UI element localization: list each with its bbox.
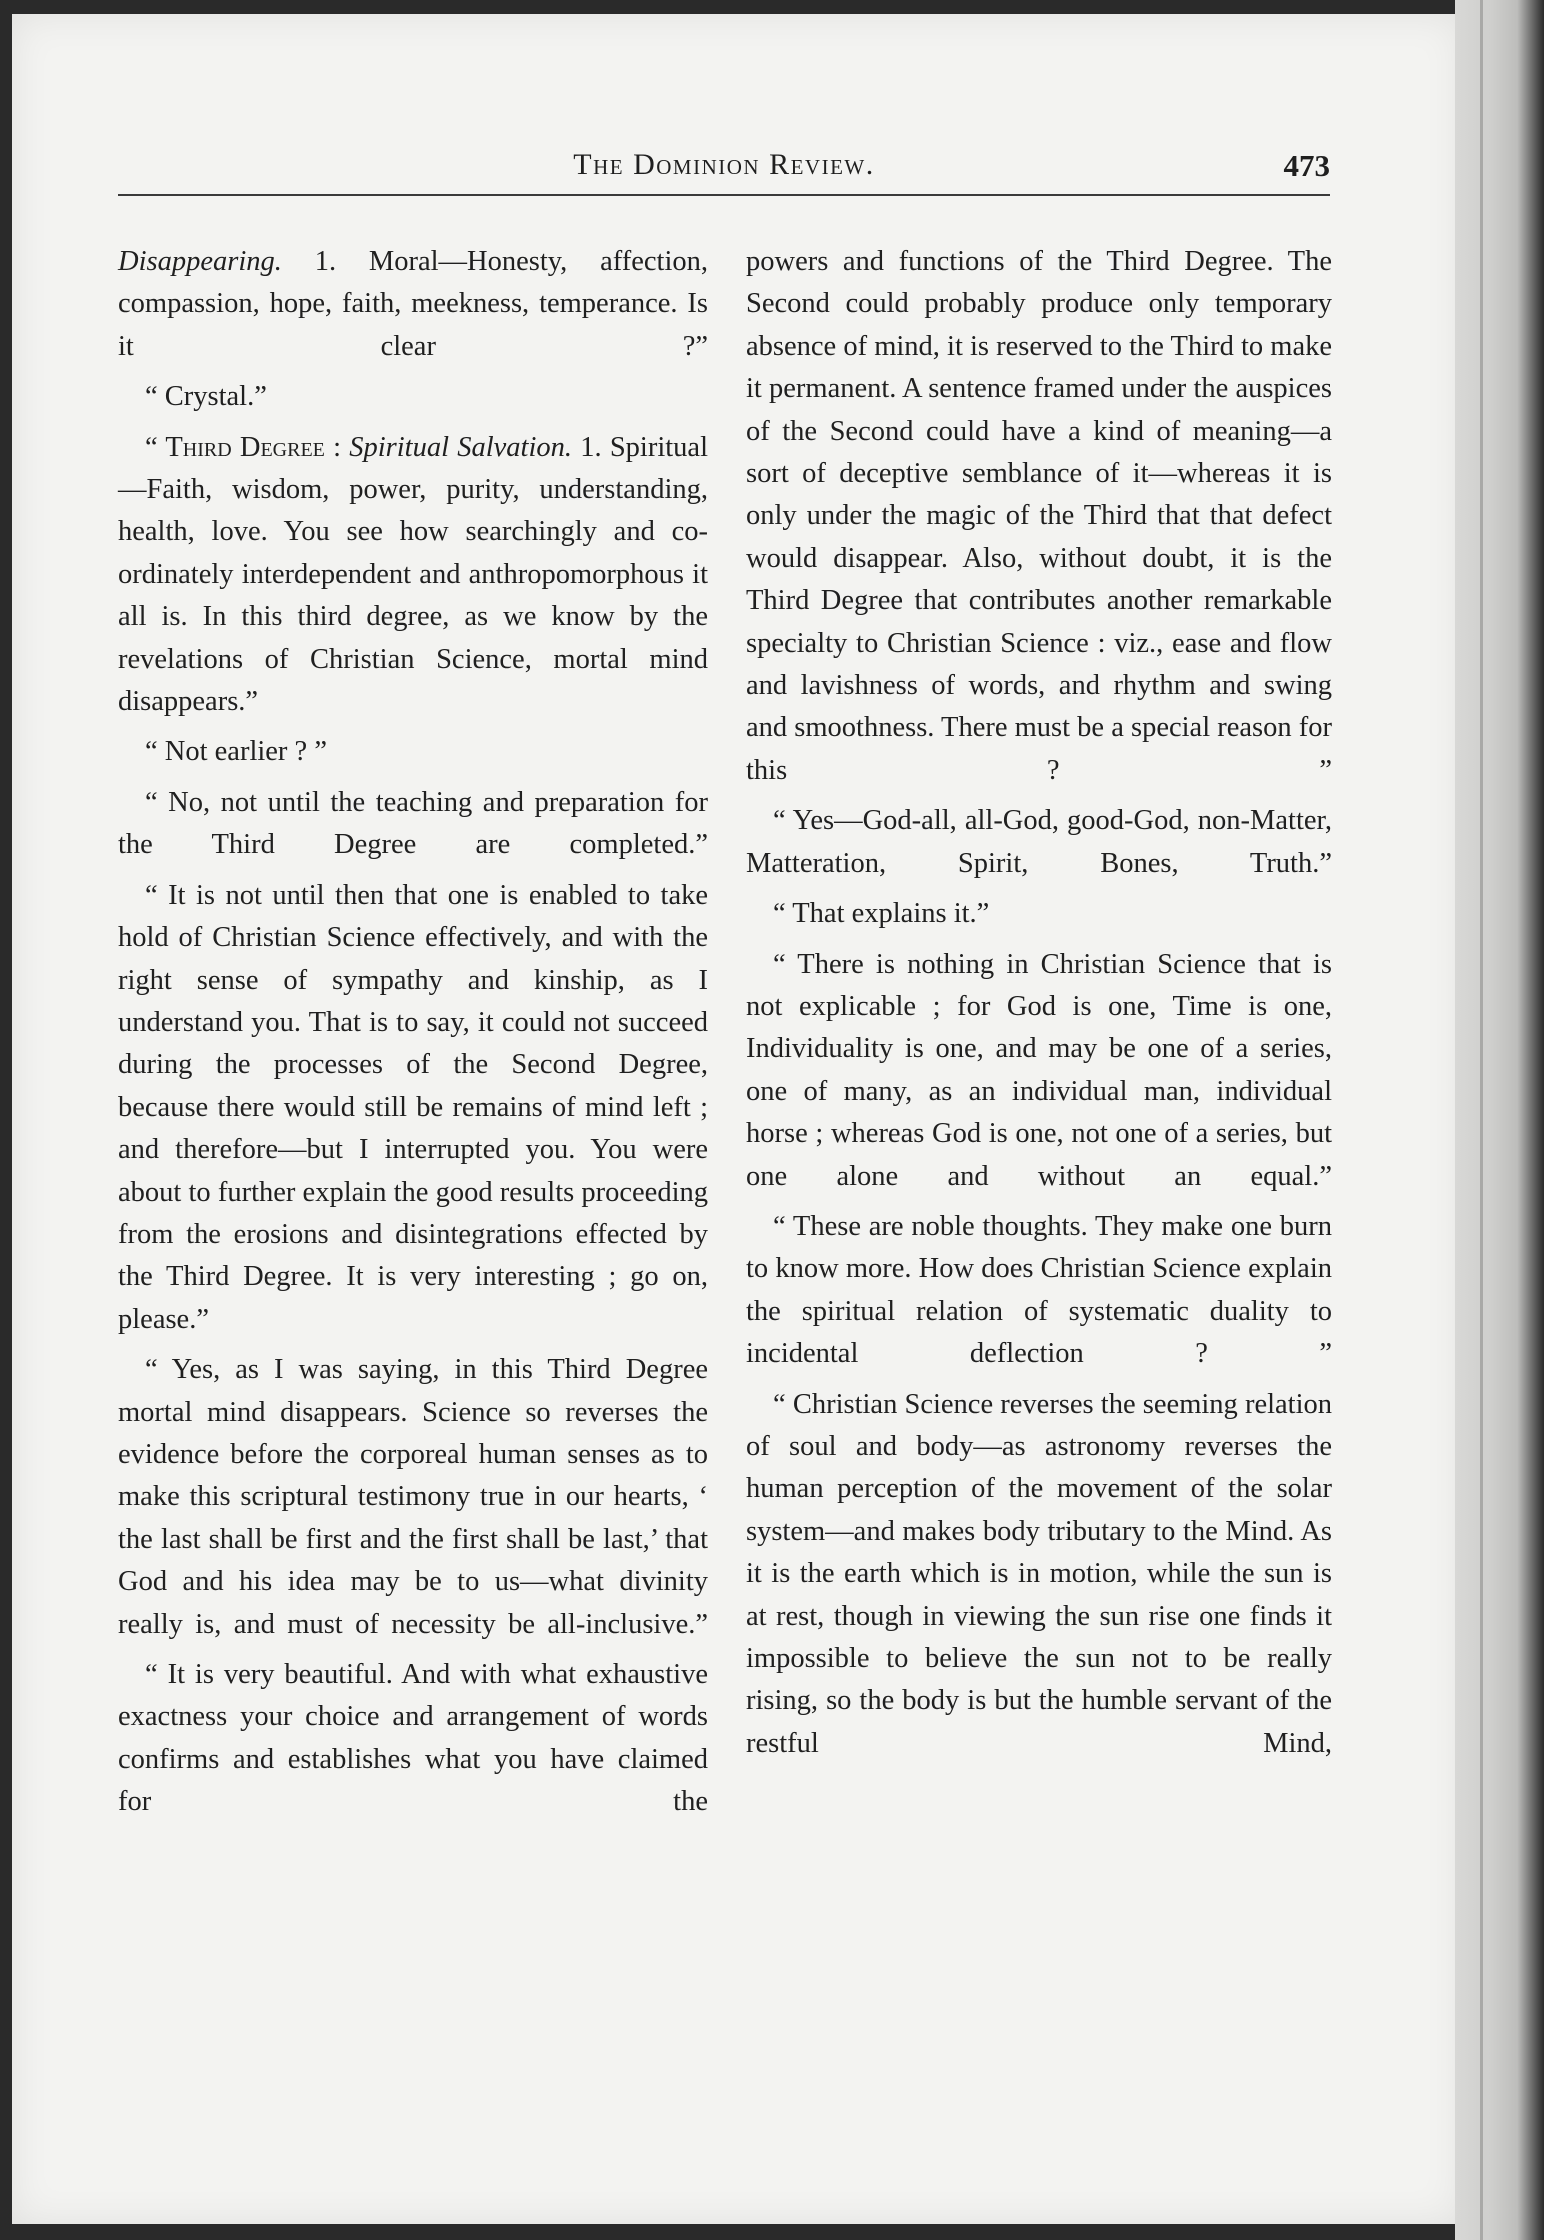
page-gutter bbox=[1455, 0, 1544, 2240]
journal-title: The Dominion Review. bbox=[573, 148, 875, 181]
paragraph: “ Yes—God-all, all-God, good-God, non-Matter, Matteration, Spirit, Bones, Truth.” bbox=[746, 805, 1332, 879]
paragraph: “ That explains it.” bbox=[773, 898, 990, 930]
section-heading: “ Third Degree : bbox=[145, 431, 342, 463]
section-subtitle: Spiritual Salvation. bbox=[341, 431, 573, 463]
paragraph: “ These are noble thoughts. They make one burn to know more. How does Christian Science explain the spiritual relation of systematic duality to incidental deflection ? ” bbox=[746, 1210, 1332, 1370]
paragraph: “ It is very beautiful. And with what exhaustive exactness your choice and arrangement of words confirms and establishes what you have claimed for the bbox=[118, 1659, 708, 1818]
paragraph: “ Not earlier ? ” bbox=[145, 736, 327, 768]
page-number: 473 bbox=[1283, 148, 1330, 183]
paragraph: “ No, not until the teaching and preparation for the Third Degree are completed.” bbox=[118, 786, 708, 861]
paragraph: “ Christian Science reverses the seeming relation of soul and body—as astronomy reverses the human perception of the movement of the solar system—and makes body tributary to the Mind. As it is the earth which is in motion, while the sun is at rest, though in viewing the sun rise one finds it impossible to believe the sun not to be really rising, so the body is but the humble servant of the restful Mind, bbox=[746, 1388, 1332, 1759]
paragraph bbox=[118, 241, 708, 368]
paragraph-text: 1. Moral—Honesty, affection, compassion, hope, faith, meekness, temperance. Is it clear ?” bbox=[118, 246, 708, 362]
paragraph-text: 1. Spiritual—Faith, wisdom, power, purity, understanding, health, love. You see how searchingly and co-ordinately interdependent and anthropomorphous it all is. In this third degree, as we know by the revelations of Christian Science, mortal mind disappears.” bbox=[118, 431, 708, 718]
paragraph: “ Crystal.” bbox=[145, 381, 267, 413]
paragraph-lead: Disappearing. bbox=[118, 246, 282, 277]
paragraph: “ It is not until then that one is enabled to take hold of Christian Science effectively, and with the right sense of sympathy and kinship, as I understand you. That is to say, it could not succeed during the processes of the Second Degree, because there would still be remains of mind left ; and therefore—but I interrupted you. You were about to further explain the good results proceeding from the erosions and disintegrations effected by the Third Degree. It is very interesting ; go on, please.” bbox=[118, 879, 708, 1335]
left-column bbox=[118, 241, 708, 1832]
paragraph: “ Yes, as I was saying, in this Third Degree mortal mind disappears. Science so reverses the evidence before the corporeal human senses as to make this scriptural testimony true in our hearts, ‘ the last shall be first and the first shall be last,’ that God and his idea may be to us—what divinity really is, and must of necessity be all-inclusive.” bbox=[118, 1354, 708, 1640]
header-rule bbox=[118, 194, 1330, 196]
right-column bbox=[746, 241, 1332, 1773]
paragraph bbox=[118, 427, 708, 724]
paragraph: “ There is nothing in Christian Science that is not explicable ; for God is one, Time is one, Individuality is one, and may be one of a series, one of many, as an individual man, individual horse ; whereas God is one, not one of a series, but one alone and without an equal.” bbox=[746, 948, 1332, 1192]
paragraph: powers and functions of the Third Degree. The Second could probably produce only temporary absence of mind, it is reserved to the Third to make it permanent. A sentence framed under the auspices of the Second could have a kind of meaning—a sort of deceptive semblance of it—whereas it is only under the magic of the Third that that defect would disappear. Also, without doubt, it is the Third Degree that contributes another remarkable specialty to Christian Science : viz., ease and flow and lavishness of words, and rhythm and swing and smoothness. There must be a special reason for this ? ” bbox=[746, 246, 1332, 786]
gutter-edge-line bbox=[1480, 0, 1483, 2240]
running-head bbox=[118, 148, 1330, 194]
